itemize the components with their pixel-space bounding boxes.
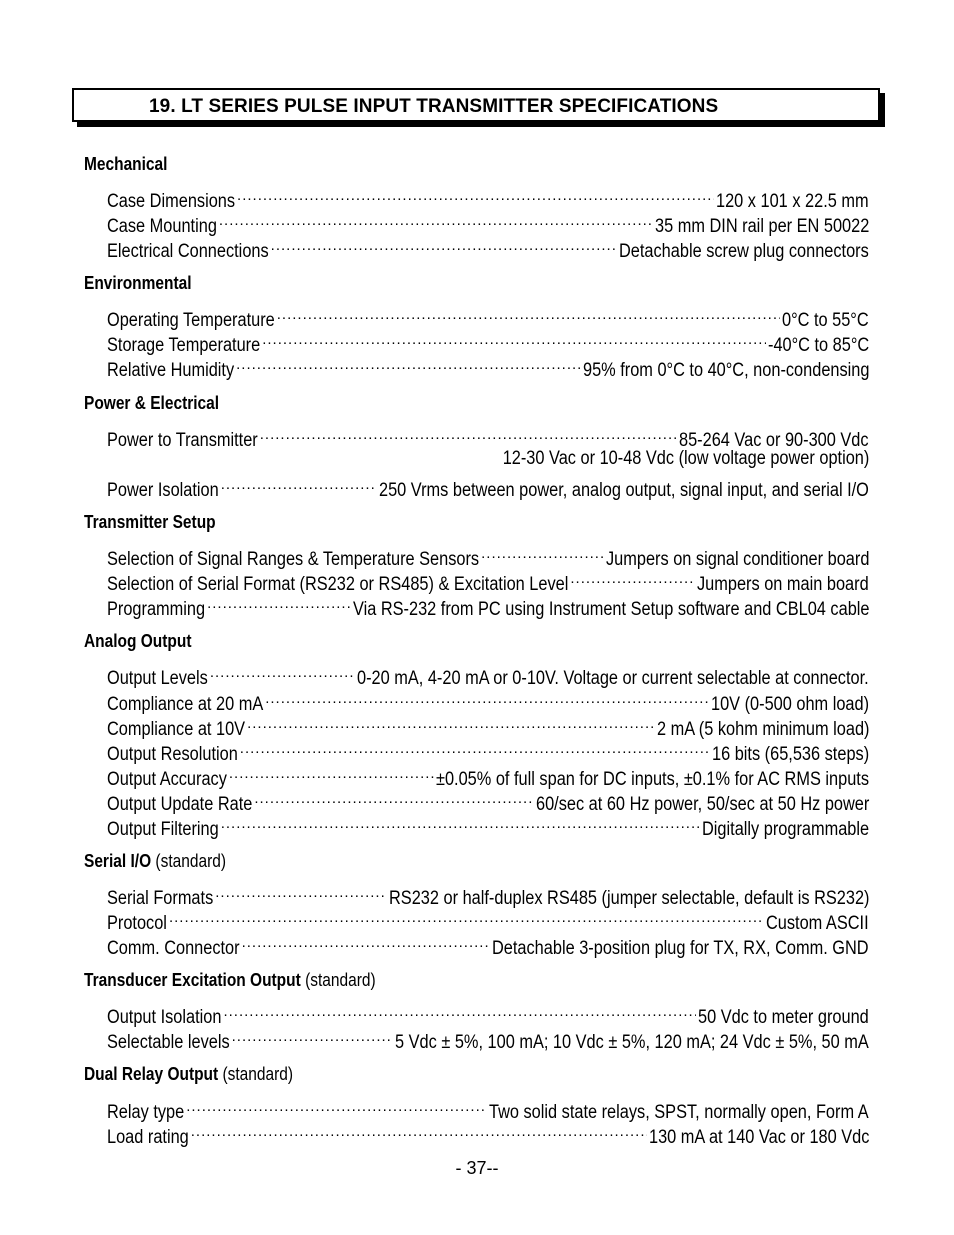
spec-label: Case Mounting bbox=[107, 216, 217, 237]
spec-row bbox=[107, 711, 870, 740]
spec-value: RS232 or half-duplex RS485 (jumper selectable, default is RS232) bbox=[388, 888, 870, 909]
spec-row bbox=[107, 660, 870, 689]
spec-label: Load rating bbox=[107, 1127, 189, 1148]
spec-label: Selection of Serial Format (RS232 or RS485) & Excitation Level bbox=[107, 574, 569, 595]
spec-label: Storage Temperature bbox=[107, 335, 261, 356]
section-heading bbox=[84, 630, 209, 652]
section-heading-text: Mechanical bbox=[84, 154, 168, 174]
spec-value: -40°C to 85°C bbox=[767, 335, 870, 356]
spec-row bbox=[107, 566, 870, 595]
spec-value: 0-20 mA, 4-20 mA or 0-10V. Voltage or current selectable at connector. bbox=[357, 668, 870, 689]
spec-value: 35 mm DIN rail per EN 50022 bbox=[654, 216, 869, 237]
dot-leader bbox=[229, 761, 434, 785]
dot-leader bbox=[207, 591, 350, 615]
dot-leader bbox=[219, 208, 653, 232]
spec-value: 85-264 Vac or 90-300 Vdc bbox=[679, 430, 870, 451]
section-heading-text: Dual Relay Output bbox=[84, 1064, 219, 1084]
section-heading bbox=[84, 153, 181, 175]
spec-label: Power to Transmitter bbox=[107, 430, 258, 451]
section-heading bbox=[84, 850, 249, 872]
spec-value: Via RS-232 from PC using Instrument Setup software and CBL04 cable bbox=[352, 599, 870, 620]
spec-row bbox=[107, 811, 870, 840]
spec-row bbox=[107, 352, 870, 381]
dot-leader bbox=[215, 880, 386, 904]
spec-value: 50 Vdc to meter ground bbox=[698, 1007, 870, 1028]
spec-label: Selection of Signal Ranges & Temperature Sensors bbox=[107, 549, 480, 570]
spec-row bbox=[107, 736, 870, 765]
page-title: 19. LT SERIES PULSE INPUT TRANSMITTER SPECIFICATIONS bbox=[149, 96, 719, 117]
section-heading-wrap bbox=[84, 511, 216, 533]
dot-leader bbox=[223, 999, 696, 1023]
section-heading bbox=[84, 969, 423, 991]
dot-leader bbox=[240, 736, 710, 760]
spec-value: Two solid state relays, SPST, normally open, Form A bbox=[489, 1102, 869, 1123]
section-heading-wrap bbox=[84, 850, 226, 872]
spec-label: Serial Formats bbox=[107, 888, 214, 909]
spec-row bbox=[107, 591, 870, 620]
spec-label: Output Update Rate bbox=[107, 794, 253, 815]
spec-row bbox=[107, 930, 870, 959]
section-heading bbox=[84, 1063, 327, 1085]
spec-row bbox=[107, 686, 870, 715]
spec-label: Compliance at 10V bbox=[107, 719, 246, 740]
spec-label: Relay type bbox=[107, 1102, 185, 1123]
spec-row bbox=[107, 541, 870, 570]
dot-leader bbox=[247, 711, 654, 735]
spec-value: 2 mA (5 kohm minimum load) bbox=[656, 719, 870, 740]
section-heading-note: (standard) bbox=[305, 970, 376, 990]
spec-row bbox=[107, 786, 870, 815]
spec-row bbox=[107, 761, 870, 790]
spec-row bbox=[107, 233, 870, 262]
dot-leader bbox=[221, 811, 700, 835]
spec-label: Compliance at 20 mA bbox=[107, 694, 264, 715]
spec-row bbox=[107, 302, 870, 331]
section-heading-wrap bbox=[84, 969, 376, 991]
section-heading-text: Power & Electrical bbox=[84, 393, 220, 413]
spec-value: 95% from 0°C to 40°C, non-condensing bbox=[582, 360, 870, 381]
spec-value: Jumpers on main board bbox=[697, 574, 870, 595]
spec-value: Detachable 3-position plug for TX, RX, Comm. GND bbox=[492, 938, 870, 959]
spec-value: ±0.05% of full span for DC inputs, ±0.1% for AC RMS inputs bbox=[436, 769, 870, 790]
spec-row bbox=[107, 1024, 870, 1053]
section-heading-wrap bbox=[84, 392, 219, 414]
spec-value: 12-30 Vac or 10-48 Vdc (low voltage power option) bbox=[502, 448, 869, 469]
spec-label: Output Filtering bbox=[107, 819, 219, 840]
spec-value: Digitally programmable bbox=[701, 819, 870, 840]
dot-leader bbox=[221, 472, 377, 496]
spec-row bbox=[107, 422, 870, 451]
spec-row bbox=[107, 1094, 869, 1123]
dot-leader bbox=[210, 660, 356, 684]
spec-value: 16 bits (65,536 steps) bbox=[711, 744, 870, 765]
dot-leader bbox=[481, 541, 603, 565]
spec-label: Selectable levels bbox=[107, 1032, 230, 1053]
dot-leader bbox=[271, 233, 618, 257]
spec-value: 0°C to 55°C bbox=[782, 310, 870, 331]
spec-row bbox=[107, 327, 870, 356]
section-heading-wrap bbox=[84, 153, 167, 175]
section-heading-wrap bbox=[84, 630, 191, 652]
spec-label: Output Isolation bbox=[107, 1007, 222, 1028]
section-heading-note: (standard) bbox=[222, 1064, 294, 1084]
dot-leader bbox=[260, 422, 678, 446]
spec-row bbox=[107, 905, 870, 934]
spec-label: Power Isolation bbox=[107, 480, 219, 501]
dot-leader bbox=[169, 905, 764, 929]
spec-value: Custom ASCII bbox=[766, 913, 870, 934]
spec-value: 120 x 101 x 22.5 mm bbox=[716, 191, 870, 212]
section-heading-text: Transducer Excitation Output bbox=[84, 970, 301, 990]
spec-row bbox=[107, 472, 870, 501]
spec-label: Case Dimensions bbox=[107, 191, 236, 212]
dot-leader bbox=[265, 686, 709, 710]
spec-value: 60/sec at 60 Hz power, 50/sec at 50 Hz power bbox=[535, 794, 870, 815]
spec-value: 250 Vrms between power, analog output, signal input, and serial I/O bbox=[379, 480, 870, 501]
page-number: - 37-- bbox=[455, 1158, 499, 1178]
spec-row bbox=[107, 999, 870, 1028]
spec-label: Relative Humidity bbox=[107, 360, 235, 381]
dot-leader bbox=[191, 1119, 647, 1143]
spec-value: 5 Vdc ± 5%, 100 mA; 10 Vdc ± 5%, 120 mA; 24 Vdc ± 5%, 50 mA bbox=[395, 1032, 870, 1053]
spec-row bbox=[107, 208, 869, 237]
dot-leader bbox=[570, 566, 695, 590]
section-heading-text: Transmitter Setup bbox=[84, 512, 216, 532]
section-heading-wrap bbox=[84, 1063, 293, 1085]
spec-value: 10V (0-500 ohm load) bbox=[710, 694, 870, 715]
section-heading-wrap bbox=[84, 272, 192, 294]
dot-leader bbox=[262, 327, 766, 351]
spec-label: Operating Temperature bbox=[107, 310, 275, 331]
section-heading-text: Analog Output bbox=[84, 631, 192, 651]
spec-label: Electrical Connections bbox=[107, 241, 269, 262]
dot-leader bbox=[254, 786, 533, 810]
spec-label: Programming bbox=[107, 599, 206, 620]
section-heading bbox=[84, 392, 241, 414]
section-heading bbox=[84, 272, 209, 294]
spec-value: Jumpers on signal conditioner board bbox=[605, 549, 870, 570]
section-heading-note: (standard) bbox=[155, 851, 226, 871]
section-heading-text: Environmental bbox=[84, 273, 192, 293]
dot-leader bbox=[232, 1024, 394, 1048]
dot-leader bbox=[236, 352, 580, 376]
dot-leader bbox=[242, 930, 491, 954]
spec-value: Detachable screw plug connectors bbox=[619, 241, 870, 262]
section-heading-text: Serial I/O bbox=[84, 851, 152, 871]
spec-row bbox=[107, 880, 870, 909]
dot-leader bbox=[277, 302, 781, 326]
spec-label: Output Accuracy bbox=[107, 769, 227, 790]
spec-row bbox=[107, 1119, 870, 1148]
spec-value: 130 mA at 140 Vac or 180 Vdc bbox=[648, 1127, 870, 1148]
spec-label: Output Levels bbox=[107, 668, 208, 689]
spec-label: Output Resolution bbox=[107, 744, 238, 765]
spec-row bbox=[107, 183, 870, 212]
dot-leader bbox=[237, 183, 714, 207]
section-heading bbox=[84, 511, 237, 533]
spec-label: Protocol bbox=[107, 913, 167, 934]
spec-continuation-row bbox=[107, 447, 869, 471]
spec-label: Comm. Connector bbox=[107, 938, 240, 959]
dot-leader bbox=[186, 1094, 487, 1118]
